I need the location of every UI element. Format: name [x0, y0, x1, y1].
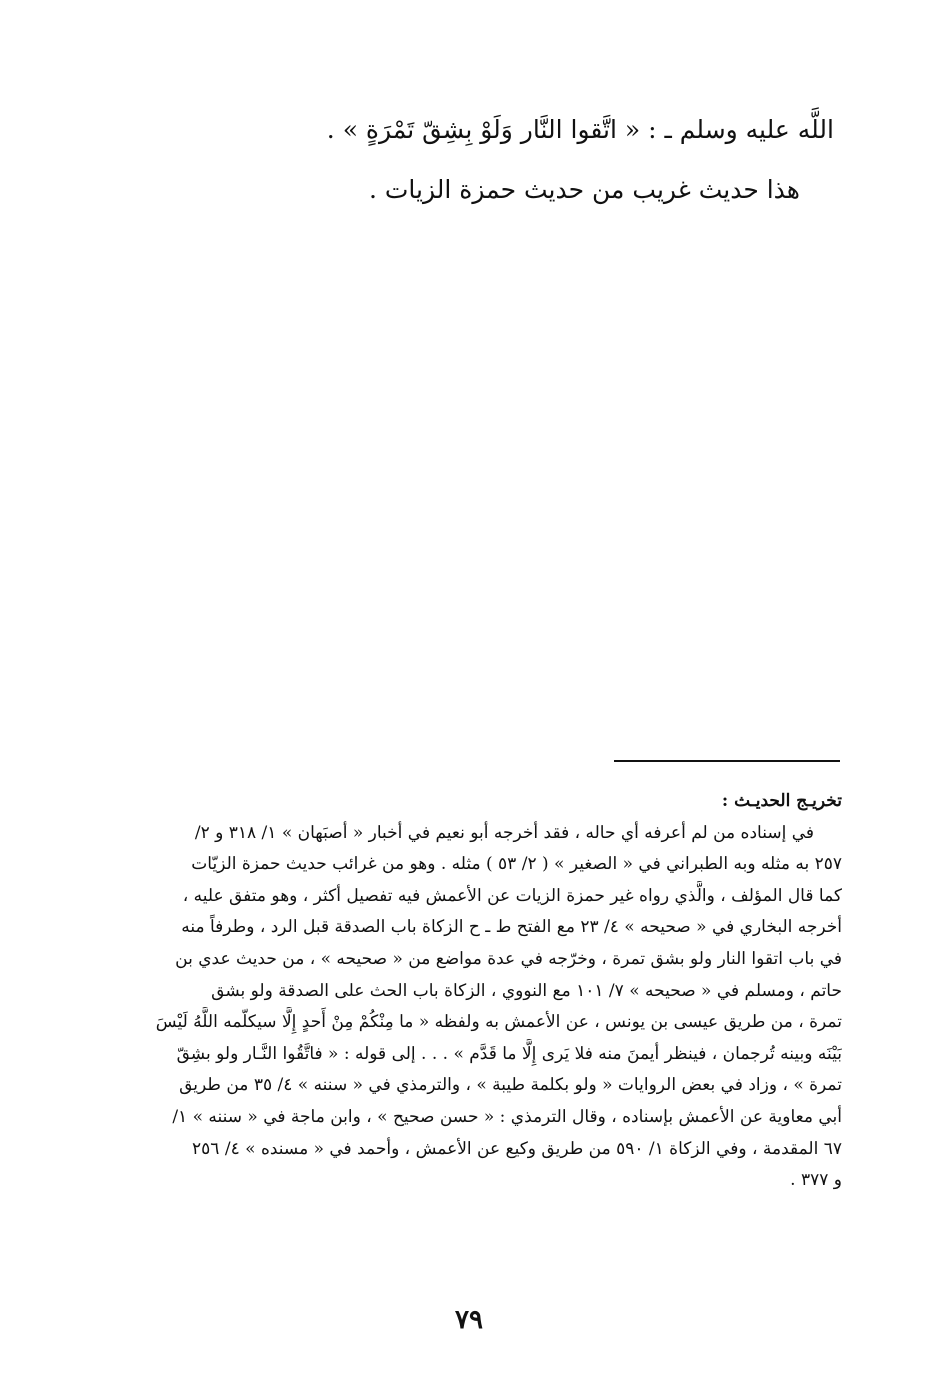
footnote-heading: تخريـج الحديـث : [721, 791, 842, 811]
footnotes [136, 786, 842, 1197]
footnote-separator [614, 760, 840, 762]
footnote-line: أخرجه البخاري في « صحيحه » ٤/ ٢٣ مع الفتح ط ـ ح الزكاة باب الصدقة قبل الرد ، وطرفاً منه [181, 917, 842, 938]
main-text-line-2: هذا حديث غريب من حديث حمزة الزيات . [368, 175, 800, 204]
footnote-line: بَيْنَه وبينه تُرجمان ، فينظر أيمنَ منه فلا يَرى إِلَّا ما قَدَّم » . . . إلى قوله : « فاتَّقُوا النَّـار ولو بشِقّ [176, 1043, 842, 1064]
footnote-line: كما قال المؤلف ، والَّذي رواه غير حمزة الزيات عن الأعمش فيه تفصيل أكثر ، وهو متفق عليه ، [182, 885, 842, 906]
footnote-line: حاتم ، ومسلم في « صحيحه » ٧/ ١٠١ مع النووي ، الزكاة باب الحث على الصدقة ولو بشق [211, 980, 842, 1001]
footnote-line: ٢٥٧ به مثله وبه الطبراني في « الصغير » ( ٢/ ٥٣ ) مثله . وهو من غرائب حديث حمزة الزيّات [191, 854, 842, 875]
footnote-line: أبي معاوية عن الأعمش بإسناده ، وقال الترمذي : « حسن صحيح » ، وابن ماجة في « سننه » ١/ [172, 1106, 842, 1127]
footnote-line: تمرة » ، وزاد في بعض الروايات « ولو بكلمة طيبة » ، والترمذي في « سننه » ٤/ ٣٥ من طريق [179, 1075, 842, 1096]
footnote-line: و ٣٧٧ . [790, 1170, 842, 1191]
footnote-line: في إسناده من لم أعرفه أي حاله ، فقد أخرجه أبو نعيم في أخبار « أصبَهان » ١/ ٣١٨ و ٢/ [194, 822, 814, 843]
footnote-line: تمرة ، من طريق عيسى بن يونس ، عن الأعمش به ولفظه « ما مِنْكُمْ مِنْ أَحدٍ إِلَّا سيكلّمه اللَّهُ لَيْسَ [155, 1012, 842, 1033]
footnote-line: ٦٧ المقدمة ، وفي الزكاة ١/ ٥٩٠ من طريق وكيع عن الأعمش ، وأحمد في « مسنده » ٤/ ٢٥٦ [192, 1138, 842, 1159]
main-text [134, 100, 834, 220]
footnote-line: في باب اتقوا النار ولو بشق تمرة ، وخرّجه في عدة مواضع من « صحيحه » ، من حديث عدي بن [175, 948, 842, 969]
main-text-line-1: اللَّه عليه وسلم ـ : « اتَّقوا النَّار وَلَوْ بِشِقّ تَمْرَةٍ » . [326, 115, 834, 144]
page-number: ٧٩ [455, 1305, 483, 1335]
